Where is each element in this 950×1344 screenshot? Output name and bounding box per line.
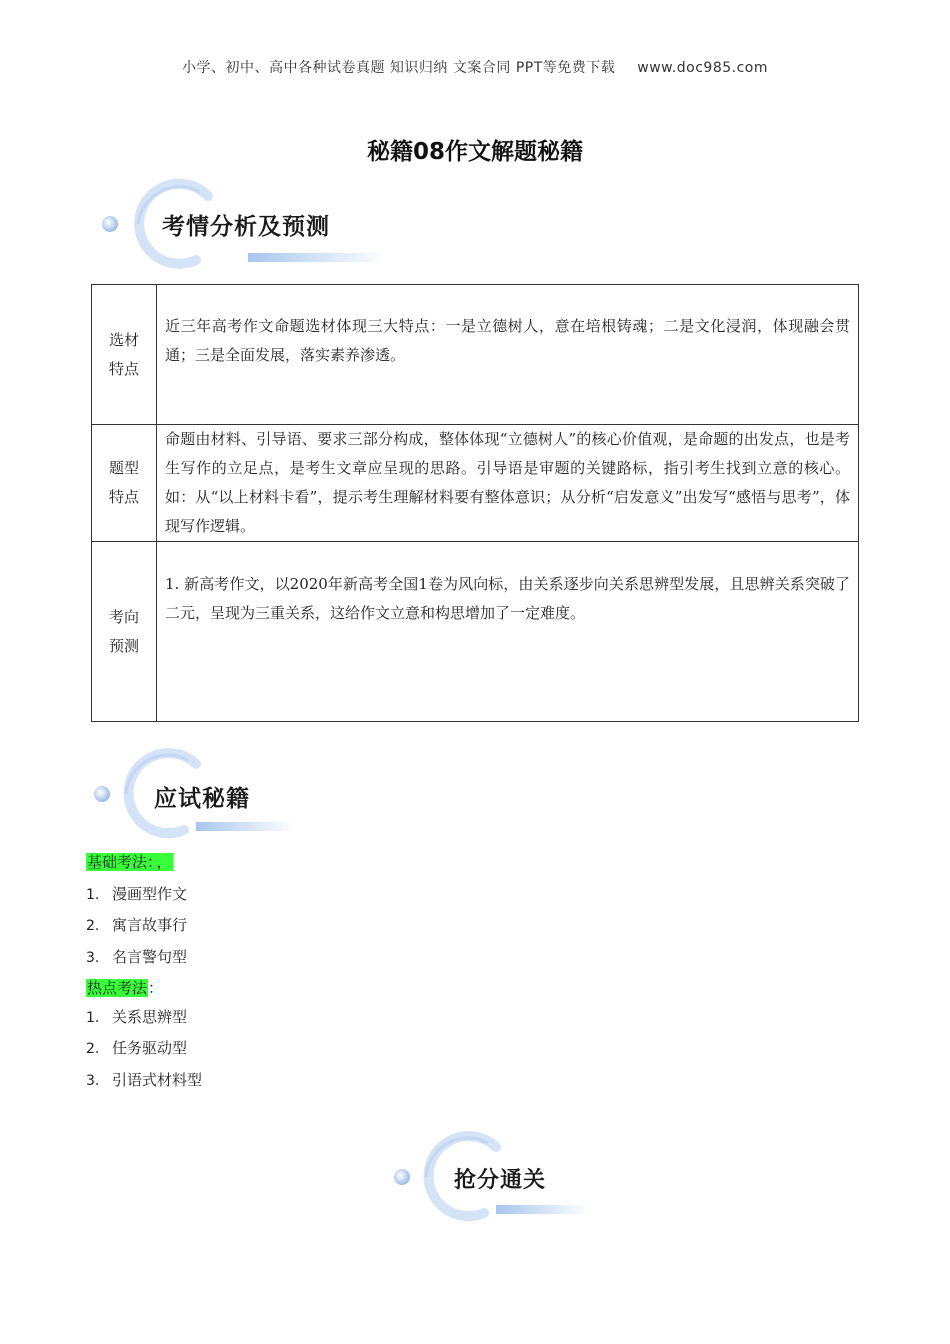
row-label [92,542,157,722]
row-label-line: 预测 [108,636,139,655]
section-banner-analysis [98,180,398,270]
row-label [92,425,157,542]
section-title-tips: 应试秘籍 [154,786,250,812]
row-label-line: 特点 [108,488,139,506]
row-label-line: 考向 [108,607,139,626]
list-number: 3. [86,950,100,966]
basic-heading-trail: ， [156,853,172,871]
list-text: 关系思辨型 [112,1008,188,1026]
list-item [86,914,187,935]
list-number: 2. [86,1041,100,1057]
list-number: 1. [86,887,100,903]
list-item [86,1069,202,1090]
list-text: 任务驱动型 [112,1039,188,1057]
list-number: 1. [86,1010,100,1026]
row-content: 1. 新高考作文，以2020年新高考全国1卷为风向标，由关系逐步向关系思辨型发展，且思辨关系突破了二元，呈现为三重关系，这给作文立意和构思增加了一定难度。 [157,542,859,722]
table-row [92,425,859,542]
row-label-line: 选材 [108,330,139,349]
list-text: 漫画型作文 [112,885,188,903]
section-title-analysis: 考情分析及预测 [162,214,330,240]
row-label-line: 题型 [108,459,139,477]
table-row [92,542,859,722]
section-banner-practice [392,1133,602,1223]
hot-heading-line [86,977,163,998]
row-content: 近三年高考作文命题选材体现三大特点：一是立德树人，意在培根铸魂；二是文化浸润，体现融会贯通；三是全面发展，落实素养渗透。 [157,285,859,425]
list-text: 寓言故事行 [112,916,188,934]
section-banner-tips [92,750,302,840]
site-header [0,57,950,77]
section-title-practice: 抢分通关 [454,1168,547,1193]
list-item [86,883,187,904]
hot-heading-trail: ： [148,979,164,997]
row-label-line: 特点 [108,359,139,378]
header-url[interactable]: www.doc985.com [637,60,769,76]
basic-heading: 基础考法： [87,853,155,871]
header-text: 小学、初中、高中各种试卷真题 知识归纳 文案合同 PPT等免费下载 [181,60,616,76]
hot-heading: 热点考法 [87,979,148,997]
list-text: 名言警句型 [112,948,188,966]
row-label [92,285,157,425]
page-title: 秘籍08作文解题秘籍 [366,139,583,165]
list-item [86,946,187,967]
list-text: 引语式材料型 [112,1071,203,1089]
basic-heading-line [86,851,173,872]
list-number: 3. [86,1073,100,1089]
row-content: 命题由材料、引导语、要求三部分构成，整体体现“立德树人”的核心价值观，是命题的出发点，也是考生写作的立足点，是考生文章应呈现的思路。引导语是审题的关键路标，指引考生找到立意的核心。如：从“以上材料卡看”，提示考生理解材料要有整体意识；从分析“启发意义”出发写“感悟与思考”，体现写作逻辑。 [157,425,859,542]
table-row [92,285,859,425]
list-item [86,1006,187,1027]
list-number: 2. [86,918,100,934]
list-item [86,1037,187,1058]
analysis-table [91,284,859,722]
